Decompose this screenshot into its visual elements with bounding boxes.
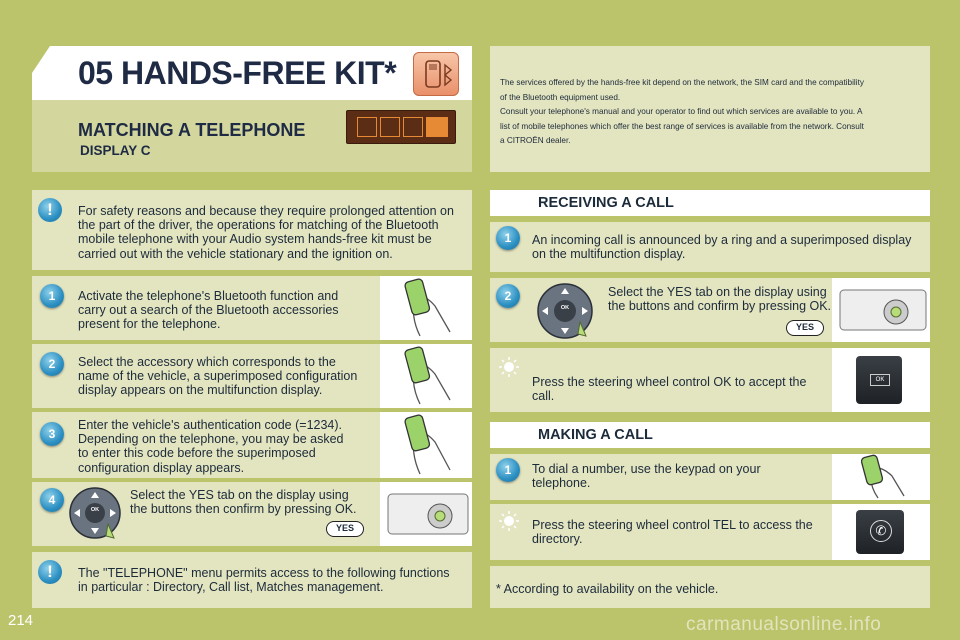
making-title: MAKING A CALL (538, 427, 653, 443)
step-number: 1 (496, 226, 520, 250)
audio-unit-illustration (380, 482, 472, 546)
step-number: 1 (496, 458, 520, 482)
receiving-step-2-text: Select the YES tab on the display using the buttons and confirm by pressing OK. (608, 285, 832, 314)
step-3-text: Enter the vehicle's authentication code (=1234). Depending on the telephone, you may be asked to enter this code before the superimposed configuration display appears. (78, 418, 344, 475)
making-tip-text: Press the steering wheel control TEL to access the directory. (532, 518, 813, 547)
bulb-icon (498, 510, 520, 532)
step-number: 1 (40, 284, 64, 308)
phone-in-hand-illustration (380, 276, 472, 340)
yes-tab: YES (786, 320, 824, 336)
warning-icon: ! (38, 560, 62, 584)
step-number: 4 (40, 488, 64, 512)
phone-in-hand-illustration (380, 344, 472, 408)
step-number: 2 (40, 352, 64, 376)
phone-bluetooth-icon (413, 52, 459, 96)
intro-text: The services offered by the hands-free kit depend on the network, the SIM card and the compatibility of the Bluetooth equipment used. Consult your telephone's manual and your operator to find out which services are available to you. A list of mobile telephones which offer the best range of services is available from the network. Consult a CITROËN dealer. (500, 78, 864, 146)
ok-button-icon: OK (870, 374, 890, 386)
step-number: 3 (40, 422, 64, 446)
dpad-ok-icon (68, 486, 122, 540)
bulb-icon (498, 356, 520, 378)
watermark: carmanualsonline.info (686, 614, 882, 635)
receiving-title: RECEIVING A CALL (538, 195, 674, 211)
step-number: 2 (496, 284, 520, 308)
step-1-text: Activate the telephone's Bluetooth function and carry out a search of the Bluetooth accessories present for the telephone. (78, 289, 339, 332)
dpad-ok-icon (536, 282, 594, 340)
page-title: 05 HANDS-FREE KIT* (78, 55, 397, 91)
receiving-step-1-text: An incoming call is announced by a ring and a superimposed display on the multifunction display. (532, 233, 912, 262)
yes-tab: YES (326, 521, 364, 537)
phone-in-hand-illustration (380, 412, 472, 478)
page-number: 214 (8, 612, 34, 629)
receiving-tip-text: Press the steering wheel control OK to accept the call. (532, 375, 807, 404)
phone-handset-icon: ✆ (870, 520, 892, 542)
section-subtitle: MATCHING A TELEPHONE (78, 120, 306, 140)
phone-in-hand-illustration (832, 454, 930, 500)
safety-text: For safety reasons and because they require prolonged attention on the part of the driver, the operations for matching of the Bluetooth mobile telephone with your Audio system hands-free kit must be carried out with the vehicle stationary and the ignition on. (78, 204, 454, 261)
telephone-menu-text: The "TELEPHONE" menu permits access to the following functions in particular : Directory, Call list, Matches management. (78, 566, 450, 595)
steering-control-ok-illustration (832, 348, 930, 412)
step-4-text: Select the YES tab on the display using the buttons then confirm by pressing OK. (130, 488, 357, 517)
display-label: DISPLAY C (80, 143, 151, 158)
dpad-label: OK (560, 305, 570, 311)
dpad-label: OK (90, 507, 100, 513)
making-step-1-text: To dial a number, use the keypad on your telephone. (532, 462, 761, 491)
warning-icon: ! (38, 198, 62, 222)
steering-control-tel-illustration (832, 504, 930, 560)
audio-unit-illustration (832, 278, 930, 342)
footnote-text: * According to availability on the vehicle. (496, 582, 719, 596)
step-2-text: Select the accessory which corresponds to the name of the vehicle, a superimposed configuration display appears on the multifunction display. (78, 355, 358, 398)
display-c-icon (346, 110, 456, 144)
